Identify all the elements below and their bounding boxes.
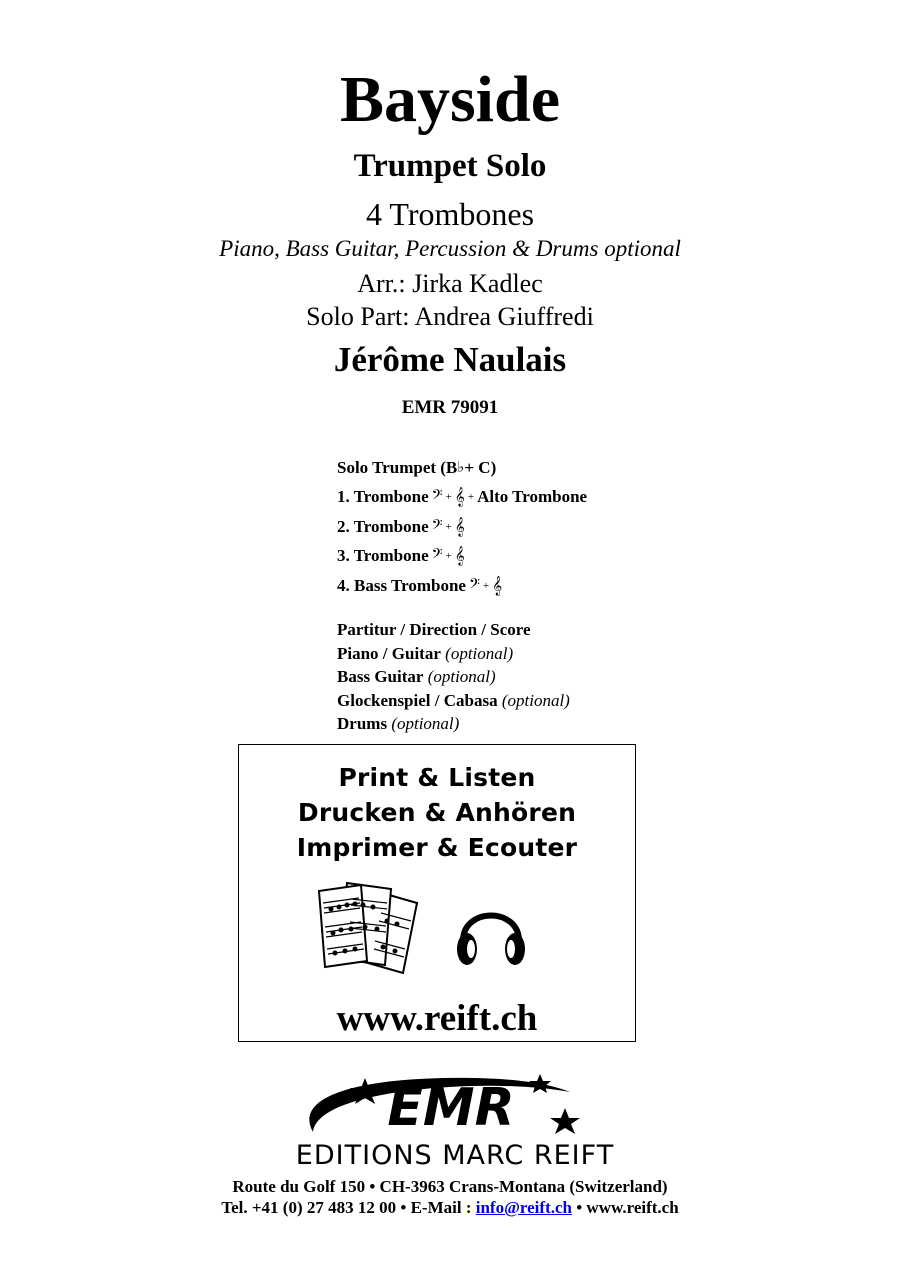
headphones-icon [453,893,529,973]
extra-note: (optional) [445,643,514,663]
bass-clef-icon: 𝄢 [468,575,480,595]
scoring: 4 Trombones [365,196,535,232]
part-trombone-3 [337,542,587,572]
part-label: Solo Trumpet (B [337,457,458,477]
print-listen-box [238,744,636,1042]
extra-item [337,618,570,642]
composer: Jérôme Naulais [333,340,567,379]
extra-note: (optional) [427,667,496,686]
part-trombone-1 [337,483,587,513]
extra-note: (optional) [391,714,460,733]
extra-name: Piano / Guitar [337,643,441,663]
arranger: Arr.: Jirka Kadlec [357,269,543,298]
subtitle: Trumpet Solo [353,148,547,184]
contact-web[interactable]: • www.reift.ch [571,1198,679,1217]
extra-name: Drums [337,714,388,733]
plus-sign: + [445,520,452,533]
part-trombone-4 [337,571,587,601]
page-title: Bayside [339,63,561,136]
part-label: 2. Trombone [337,516,429,536]
part-label: 4. Bass Trombone [337,575,466,595]
bass-clef-icon: 𝄢 [431,546,443,566]
flat-sign: ♭ [457,459,465,476]
extra-name: Bass Guitar [337,667,424,686]
plus-sign: + [482,579,490,592]
solo-part-credit: Solo Part: Andrea Giuffredi [306,302,594,331]
treble-clef-icon: 𝄞 [454,487,465,507]
optional-instruments: Piano, Bass Guitar, Percussion & Drums optional [219,236,681,261]
website-link[interactable]: www.reift.ch [336,998,538,1039]
bass-clef-icon: 𝄢 [431,487,443,507]
part-label: 3. Trombone [337,546,429,566]
parts-list [337,453,587,601]
part-extra: Alto Trombone [477,487,588,507]
extra-item [337,665,570,689]
bass-clef-icon: 𝄢 [431,516,443,536]
contact-phone: Tel. +41 (0) 27 483 12 00 • E-Mail : [221,1198,476,1217]
part-suffix: + C) [464,457,497,477]
part-label: 1. Trombone [337,487,429,507]
extra-item [337,642,570,666]
email-link[interactable]: info@reift.ch [475,1198,572,1217]
publisher-contact [0,1197,900,1219]
plus-sign: + [445,550,452,563]
promo-line-en: Print & Listen [338,763,536,792]
treble-clef-icon: 𝄞 [454,546,465,566]
promo-line-de: Drucken & Anhören [297,798,577,827]
extra-item [337,689,570,713]
publisher-logo [225,1070,685,1175]
extra-name: Glockenspiel / Cabasa [337,690,498,710]
extra-item [337,712,570,736]
logo-emr-text: EMR [387,1078,515,1138]
emr-logo-icon [225,1070,685,1175]
extra-name: Partitur / Direction / Score [337,620,531,639]
part-solo-trumpet [337,453,587,483]
treble-clef-icon: 𝄞 [454,516,465,536]
part-trombone-2 [337,512,587,542]
promo-line-fr: Imprimer & Ecouter [296,833,578,862]
publisher-address: Route du Golf 150 • CH-3963 Crans-Montana (Switzerland) [232,1177,668,1196]
extras-list [337,618,570,736]
extra-note: (optional) [501,690,570,710]
plus-sign: + [467,491,475,504]
logo-publisher-name: EDITIONS MARC REIFT [295,1140,615,1171]
treble-clef-icon: 𝄞 [492,575,503,595]
catalog-number: EMR 79091 [401,397,499,418]
plus-sign: + [445,491,452,504]
sheet-music-icon [311,877,441,977]
